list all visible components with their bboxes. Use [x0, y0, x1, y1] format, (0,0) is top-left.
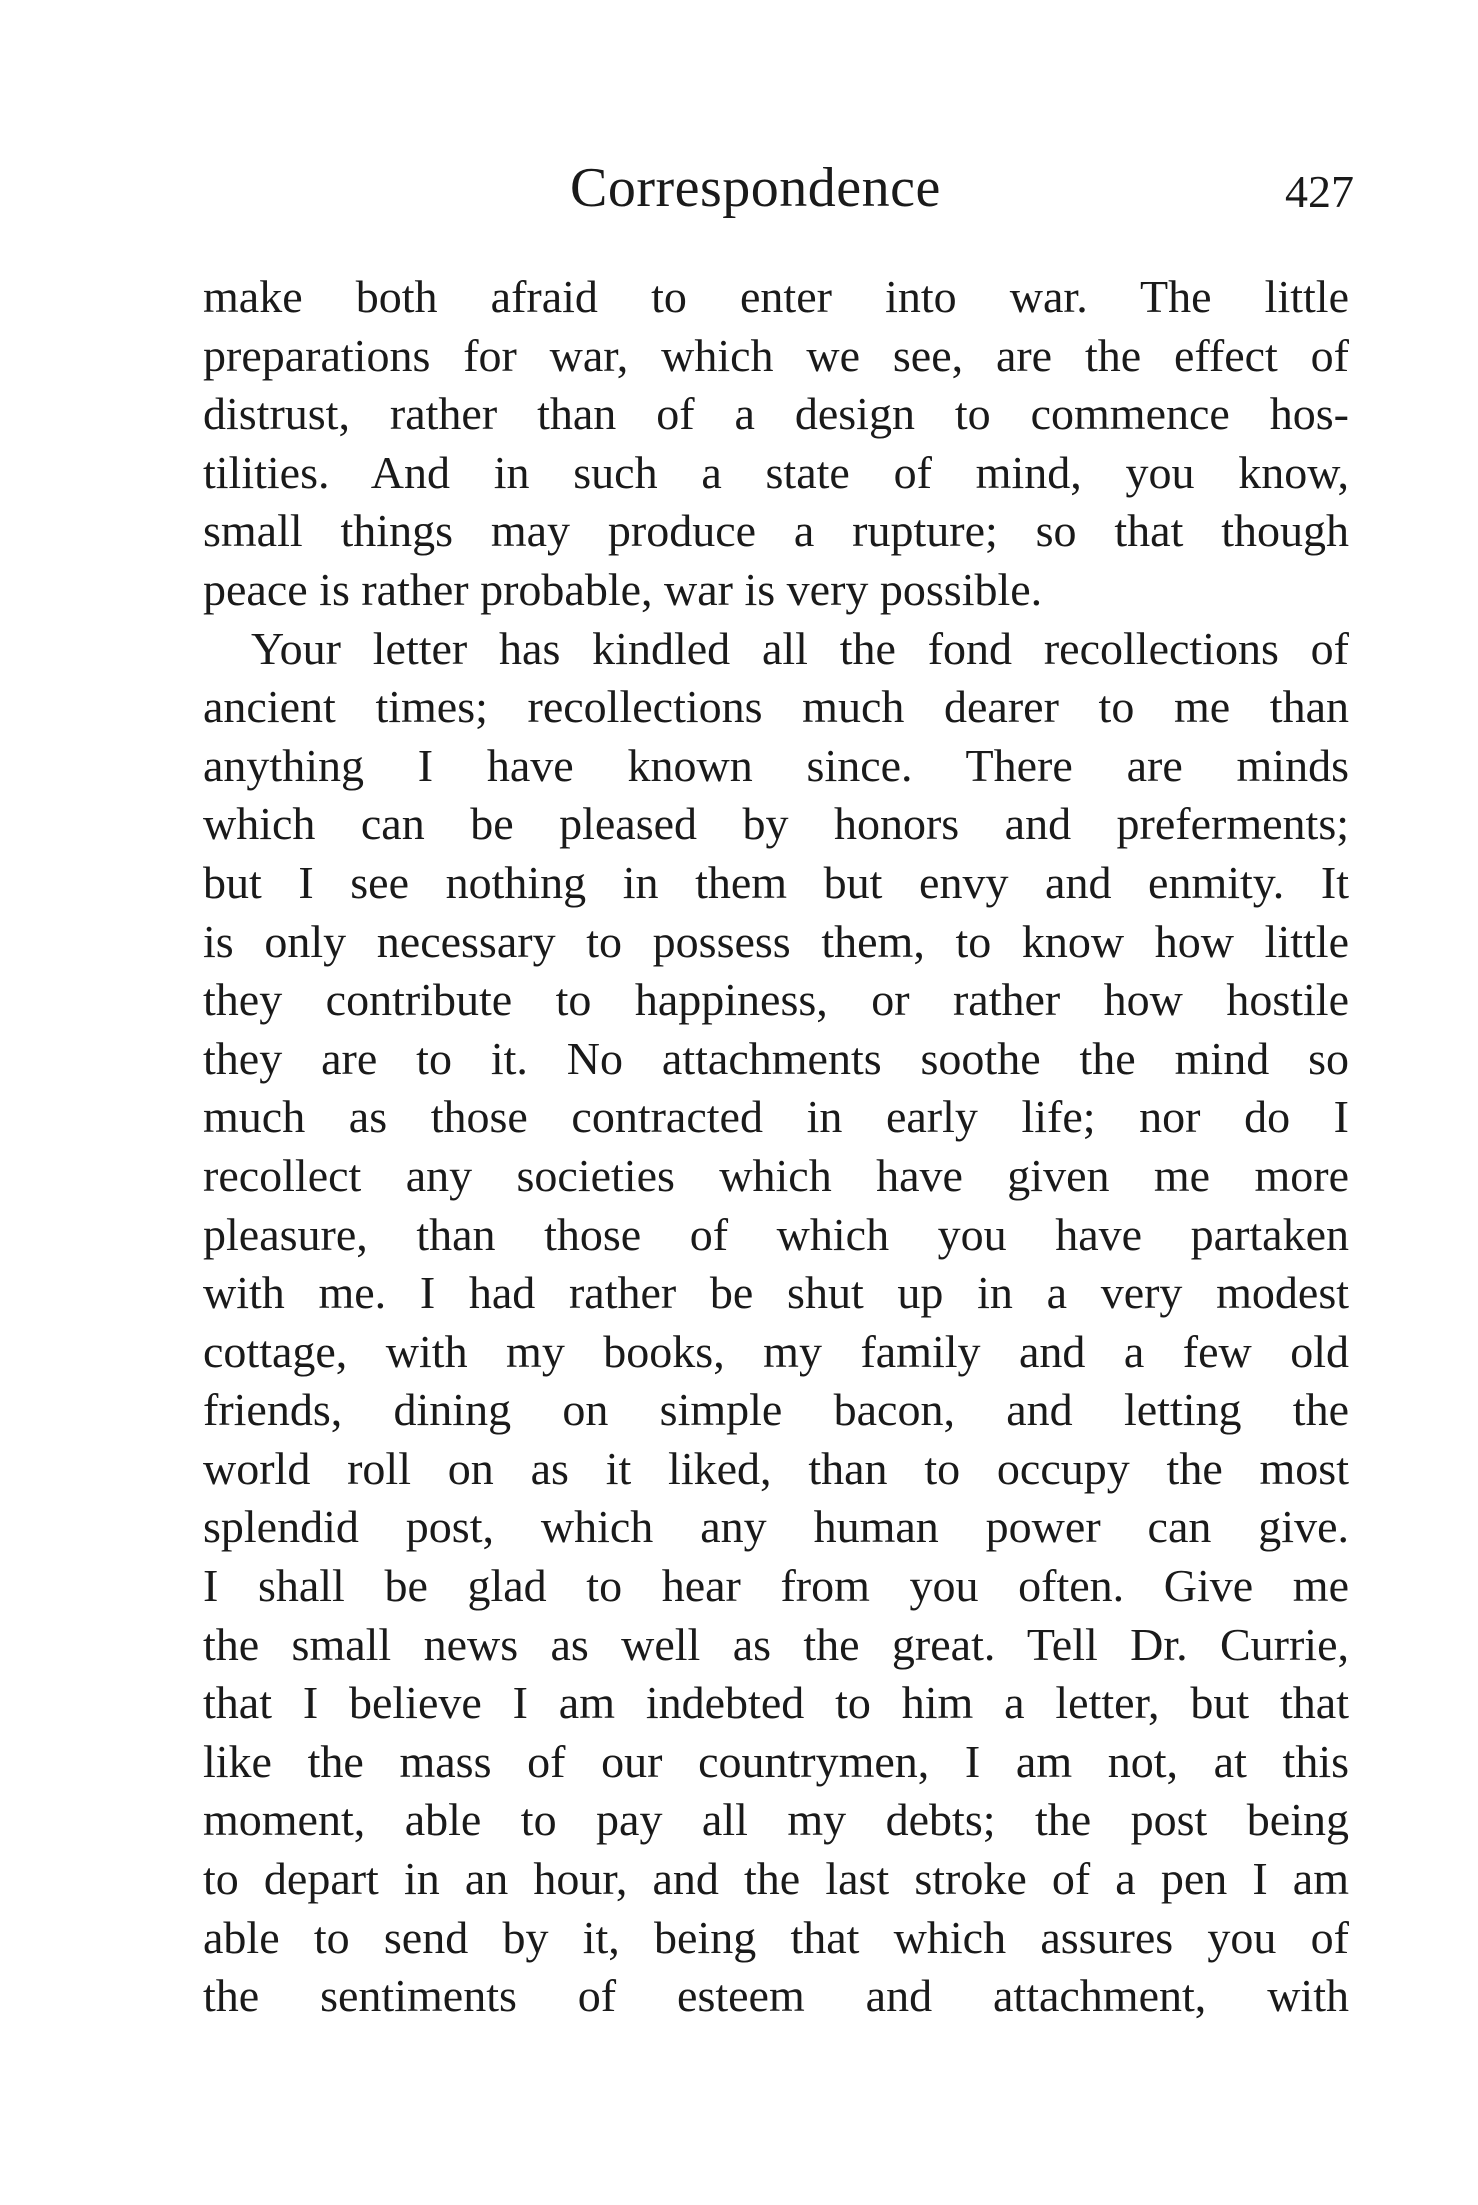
text-line: like the mass of our countrymen, I am not, at this: [203, 1735, 1349, 1787]
text-line: splendid post, which any human power can give.: [203, 1501, 1349, 1553]
text-line: able to send by it, being that which assures you of: [203, 1911, 1349, 1963]
text-line: the small news as well as the great. Tell Dr. Currie,: [203, 1618, 1349, 1670]
body-text: [203, 268, 1349, 2026]
text-line: pleasure, than those of which you have partaken: [203, 1208, 1349, 1260]
running-head: [0, 148, 1478, 228]
text-line: preparations for war, which we see, are the effect of: [203, 329, 1349, 381]
text-line: that I believe I am indebted to him a letter, but that: [203, 1677, 1349, 1729]
text-line: friends, dining on simple bacon, and letting the: [203, 1384, 1349, 1436]
text-line: peace is rather probable, war is very possible.: [203, 563, 1043, 615]
text-line: the sentiments of esteem and attachment, with: [203, 1970, 1349, 2022]
text-line: recollect any societies which have given me more: [203, 1149, 1349, 1201]
text-line: cottage, with my books, my family and a few old: [203, 1325, 1349, 1377]
text-line: they are to it. No attachments soothe the mind so: [203, 1032, 1349, 1084]
text-line: ancient times; recollections much dearer to me than: [203, 681, 1349, 733]
text-line: with me. I had rather be shut up in a very modest: [203, 1267, 1349, 1319]
text-line: which can be pleased by honors and preferments;: [203, 798, 1349, 850]
text-line: tilities. And in such a state of mind, you know,: [203, 446, 1349, 498]
text-line: but I see nothing in them but envy and enmity. It: [203, 856, 1349, 908]
text-line: moment, able to pay all my debts; the post being: [203, 1794, 1349, 1846]
text-line: they contribute to happiness, or rather how hostile: [203, 974, 1349, 1026]
text-line: make both afraid to enter into war. The little: [203, 271, 1349, 322]
text-line: Your letter has kindled all the fond recollections of: [251, 622, 1349, 674]
text-line: is only necessary to possess them, to know how little: [203, 915, 1349, 967]
page-number: 427: [1285, 166, 1354, 217]
text-line: distrust, rather than of a design to commence hos-: [203, 388, 1349, 440]
text-line: to depart in an hour, and the last stroke of a pen I am: [203, 1853, 1349, 1905]
text-line: much as those contracted in early life; nor do I: [203, 1091, 1349, 1143]
text-line: I shall be glad to hear from you often. Give me: [203, 1560, 1349, 1612]
text-line: small things may produce a rupture; so that though: [203, 505, 1349, 557]
text-line: anything I have known since. There are minds: [203, 739, 1349, 791]
running-title: Correspondence: [570, 157, 941, 219]
text-line: world roll on as it liked, than to occupy the most: [203, 1442, 1349, 1494]
